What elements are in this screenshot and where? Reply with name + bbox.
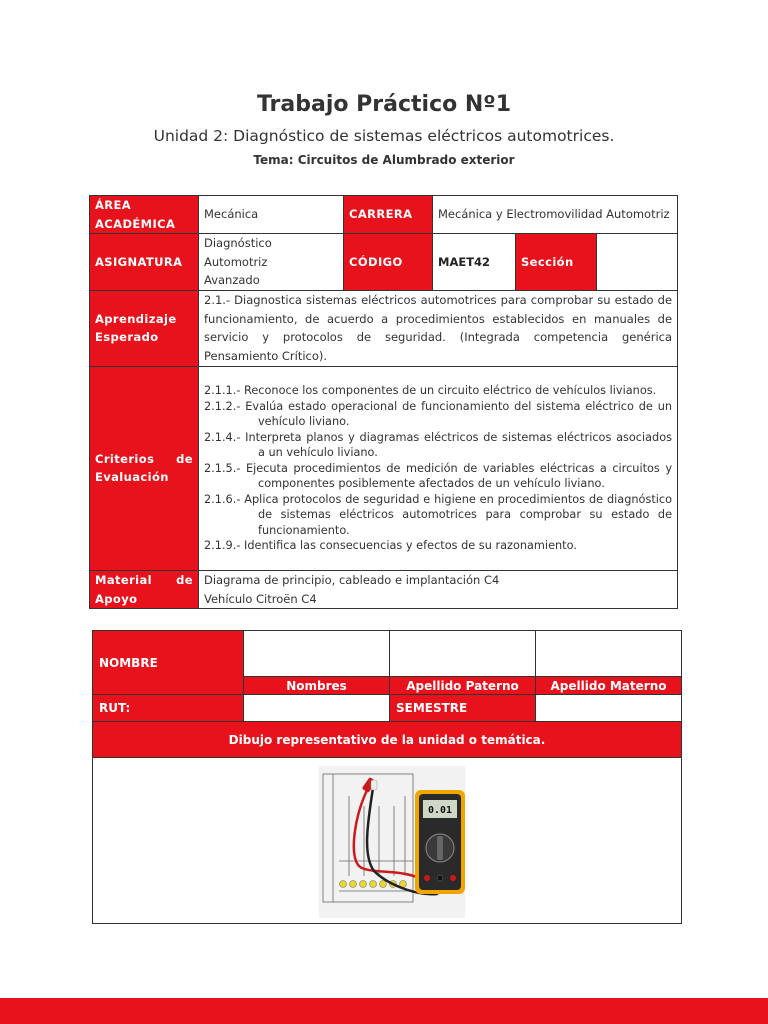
lamp-icon: [380, 881, 387, 888]
material-label: Material de Apoyo: [90, 570, 199, 608]
carrera-label: CARRERA: [344, 196, 433, 234]
lamp-icon: [340, 881, 347, 888]
course-info-table: [89, 195, 678, 609]
criterio-item: 2.1.5.- Ejecuta procedimientos de medición de variables eléctricas a circuitos y componentes posiblemente afectados de un vehículo liviano.: [204, 461, 673, 491]
carrera-value: [433, 196, 678, 234]
seccion-label: Sección: [516, 234, 597, 291]
aprendizaje-value: 2.1.- Diagnostica sistemas eléctricos automotrices para comprobar su estado de funcionamiento, de acuerdo a procedimientos establecidos en manuales de servicio y protocolos de seguridad. (Integrada competencia genérica Pensamiento Crítico).: [199, 290, 678, 366]
dibujo-label: Dibujo representativo de la unidad o temática.: [93, 722, 682, 758]
topic-heading: Tema: Circuitos de Alumbrado exterior: [253, 153, 515, 167]
rut-field[interactable]: [244, 695, 390, 722]
area-value: Mecánica: [199, 196, 344, 234]
multimeter-icon: [415, 790, 465, 894]
connector-icon: [371, 780, 377, 790]
criterio-item: 2.1.9.- Identifica las consecuencias y efectos de su razonamiento.: [204, 539, 577, 553]
criterios-value: [199, 366, 678, 570]
criterio-item: 2.1.2.- Evalúa estado operacional de funcionamiento del sistema eléctrico de un vehículo liviano.: [204, 399, 673, 429]
lamp-icon: [370, 881, 377, 888]
carrera-value-text: Mecánica y Electromovilidad Automotriz: [438, 207, 670, 222]
student-info-table: [92, 630, 682, 924]
nombres-field[interactable]: [244, 631, 390, 677]
unit-subtitle: Unidad 2: Diagnóstico de sistemas eléctricos automotrices.: [153, 127, 615, 145]
semestre-field[interactable]: [536, 695, 682, 722]
criterios-list: [204, 383, 672, 554]
apellido-paterno-field[interactable]: [390, 631, 536, 677]
area-label: ÁREA ACADÉMICA: [90, 196, 199, 234]
nombres-header: Nombres: [244, 677, 390, 695]
drawing-cell: [93, 758, 682, 924]
asignatura-value: [199, 234, 344, 291]
criterio-item: 2.1.4.- Interpreta planos y diagramas eléctricos de sistemas eléctricos asociados a un vehículo liviano.: [204, 430, 673, 460]
rut-label: RUT:: [93, 695, 244, 722]
lamp-icon: [360, 881, 367, 888]
nombre-label: NOMBRE: [93, 631, 244, 695]
asignatura-label: ASIGNATURA: [90, 234, 199, 291]
apellido-paterno-header: Apellido Paterno: [390, 677, 536, 695]
aprendizaje-label: Aprendizaje Esperado: [90, 290, 199, 366]
lamp-icon: [350, 881, 357, 888]
semestre-label: SEMESTRE: [390, 695, 536, 722]
codigo-label: CÓDIGO: [344, 234, 433, 291]
criterio-item: 2.1.1.- Reconoce los componentes de un circuito eléctrico de vehículos livianos.: [204, 384, 657, 398]
criterio-item: 2.1.6.- Aplica protocolos de seguridad e higiene en procedimientos de diagnóstico de sistemas eléctricos automotrices para comprobar su estado de funcionamiento.: [204, 492, 673, 537]
multimeter-circuit-drawing: [319, 766, 465, 918]
multimeter-display: 0.01: [427, 805, 453, 816]
footer-bar: [0, 998, 768, 1024]
seccion-value: [597, 234, 678, 291]
apellido-materno-header: Apellido Materno: [536, 677, 682, 695]
material-value: [199, 570, 678, 608]
material-line-1: Diagrama de principio, cableado e implantación C4: [204, 572, 500, 587]
criterios-label: Criterios de Evaluación: [90, 366, 199, 570]
apellido-materno-field[interactable]: [536, 631, 682, 677]
material-line-2: Vehículo Citroën C4: [204, 591, 317, 606]
asignatura-value-text: Diagnóstico Automotriz Avanzado: [204, 236, 272, 288]
codigo-value: MAET42: [433, 234, 516, 291]
page-title: Trabajo Práctico Nº1: [256, 92, 512, 117]
